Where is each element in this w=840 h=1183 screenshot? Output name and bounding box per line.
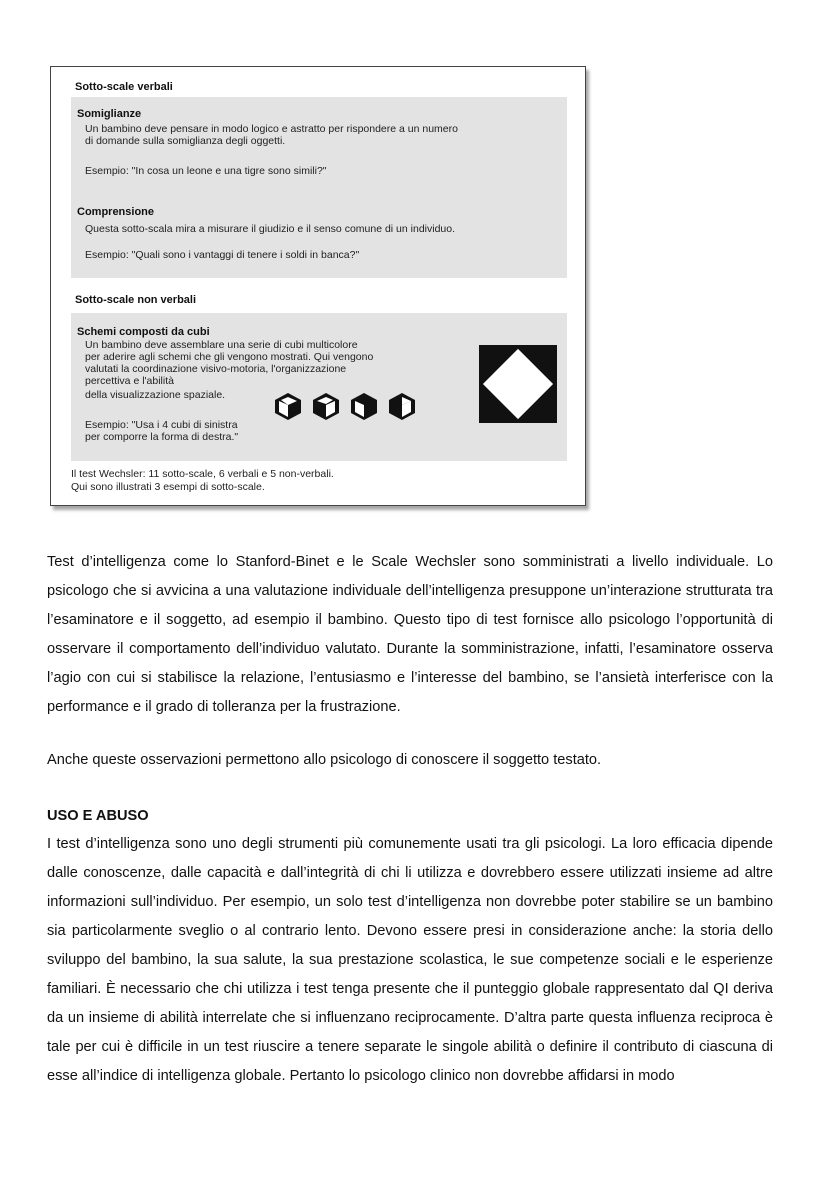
block-design-line5: della visualizzazione spaziale.: [85, 389, 226, 401]
verbal-subscales-panel: [71, 97, 567, 278]
paragraph-observations: Anche queste osservazioni permettono allo psicologo di conoscere il soggetto testato.: [47, 752, 602, 768]
block-design-line3: valutati la coordinazione visivo-motoria, l'organizzazione: [85, 363, 347, 375]
similarities-line1: Un bambino deve pensare in modo logico e astratto per rispondere a un numero: [85, 123, 458, 135]
nonverbal-subscales-panel: [71, 313, 567, 461]
cube-icon: [273, 391, 303, 421]
target-pattern-icon: [479, 345, 557, 423]
figure-caption-line1: Il test Wechsler: 11 sotto-scale, 6 verbali e 5 non-verbali.: [71, 468, 334, 480]
block-design-title: Schemi composti da cubi: [77, 326, 210, 338]
comprehension-example: Esempio: "Quali sono i vantaggi di tenere i soldi in banca?": [85, 249, 360, 261]
verbal-subscales-heading: Sotto-scale verbali: [75, 81, 173, 93]
similarities-title: Somiglianze: [77, 108, 142, 120]
block-design-line1: Un bambino deve assemblare una serie di cubi multicolore: [85, 339, 358, 351]
wechsler-figure: [50, 66, 586, 506]
block-design-line4: percettiva e l'abilità: [85, 375, 174, 387]
cube-icon: [387, 391, 417, 421]
similarities-example: Esempio: "In cosa un leone e una tigre sono simili?": [85, 165, 327, 177]
nonverbal-subscales-heading: Sotto-scale non verbali: [75, 294, 197, 306]
comprehension-line1: Questa sotto-scala mira a misurare il giudizio e il senso comune di un individuo.: [85, 223, 456, 235]
cube-icon: [311, 391, 341, 421]
comprehension-title: Comprensione: [77, 206, 155, 218]
figure-caption-line2: Qui sono illustrati 3 esempi di sotto-scale.: [71, 481, 265, 493]
paragraph-individual-tests: Test d’intelligenza come lo Stanford-Binet e le Scale Wechsler sono somministrati a livello individuale. Lo psicologo che si avvicina a una valutazione individuale dell’intelligenza presuppone un’interazione strutturata tra l’esaminatore e il soggetto, ad esempio il bambino. Questo tipo di test fornisce allo psicologo l’opportunità di osservare il comportamento dell’individuo valutato. Durante la somministrazione, infatti, l’esaminatore osserva l’agio con cui si stabilisce la relazione, l’entusiasmo e l’interesse del bambino, se l’ansietà interferisce con la performance e il grado di tolleranza per la frustrazione.: [47, 554, 773, 715]
cube-icon: [349, 391, 379, 421]
similarities-line2: di domande sulla somiglianza degli oggetti.: [85, 135, 286, 147]
block-design-example-line1: Esempio: "Usa i 4 cubi di sinistra: [85, 419, 238, 431]
section-heading: USO E ABUSO: [47, 808, 149, 824]
paragraph-use-and-abuse: I test d’intelligenza sono uno degli strumenti più comunemente usati tra gli psicologi. La loro efficacia dipende dalle conoscenze, dalle capacità e dall’integrità di chi li utilizza e dovrebbero essere utilizzati insieme ad altre informazioni sull’individuo. Per esempio, un solo test d’intelligenza non dovrebbe poter stabilire se un bambino sia particolarmente sveglio o al contrario lento. Devono essere presi in considerazione anche: la storia dello sviluppo del bambino, la sua salute, la sua prestazione scolastica, le sue competenze sociali e le esperienze familiari. È necessario che chi utilizza i test tenga presente che il punteggio globale rappresentato dal QI deriva da un insieme di abilità interrelate che si influenzano reciprocamente. D’altra parte questa influenza reciproca è tale per cui è difficile in un test riuscire a tenere separate le singole abilità o definire il contributo di ciascuna di esse all’indice di intelligenza globale. Pertanto lo psicologo clinico non dovrebbe affidarsi in modo: [47, 836, 773, 1084]
block-design-line2: per aderire agli schemi che gli vengono mostrati. Qui vengono: [85, 351, 374, 363]
block-design-example-line2: per comporre la forma di destra.": [85, 431, 239, 443]
